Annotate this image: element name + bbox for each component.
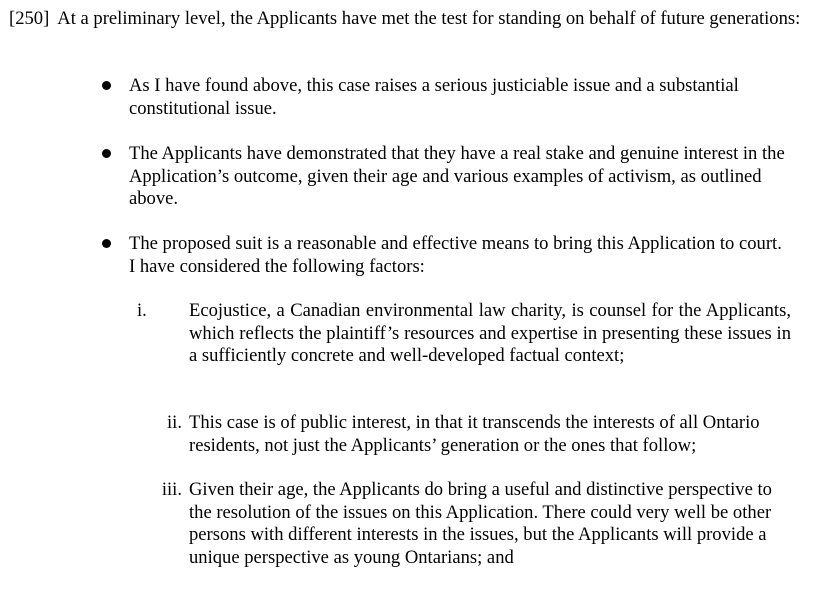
factor-item	[167, 412, 791, 457]
bullet-text: The Applicants have demonstrated that they have a real stake and genuine interest in the Application’s outcome, given their age and various examples of activism, as outlined above.	[129, 143, 785, 209]
factor-text: Ecojustice, a Canadian environmental law charity, is counsel for the Applicants, which reflects the plaintiff’s resources and expertise in presenting these issues in a sufficiently concrete and well-developed factual context;	[189, 300, 791, 366]
factor-item	[161, 479, 791, 569]
bullet-dot-icon	[102, 81, 111, 90]
factor-text: Given their age, the Applicants do bring a useful and distinctive perspective to the resolution of the issues on this Application. There could very well be other persons with different interests in the issues, but the Applicants will provide a unique perspective as young Ontarians; and	[189, 479, 772, 568]
factor-marker: ii.	[167, 412, 182, 433]
bullet-item	[129, 233, 791, 278]
factor-text: This case is of public interest, in that it transcends the interests of all Ontario residents, not just the Applicants’ generation or the ones that follow;	[189, 412, 760, 456]
paragraph-number: [250]	[9, 8, 50, 29]
factor-item	[137, 300, 791, 368]
paragraph-text: At a preliminary level, the Applicants have met the test for standing on behalf of future generations:	[57, 8, 801, 29]
bullet-text: The proposed suit is a reasonable and effective means to bring this Application to court. I have considered the following factors:	[129, 233, 782, 277]
bullet-dot-icon	[102, 239, 111, 248]
factor-marker: i.	[137, 300, 147, 321]
bullet-dot-icon	[102, 149, 111, 158]
paragraph-250	[9, 8, 809, 31]
factor-marker: iii.	[161, 479, 182, 500]
bullet-item	[129, 143, 791, 211]
bullet-text: As I have found above, this case raises a serious justiciable issue and a substantial constitutional issue.	[129, 75, 739, 119]
bullet-item	[129, 75, 791, 120]
